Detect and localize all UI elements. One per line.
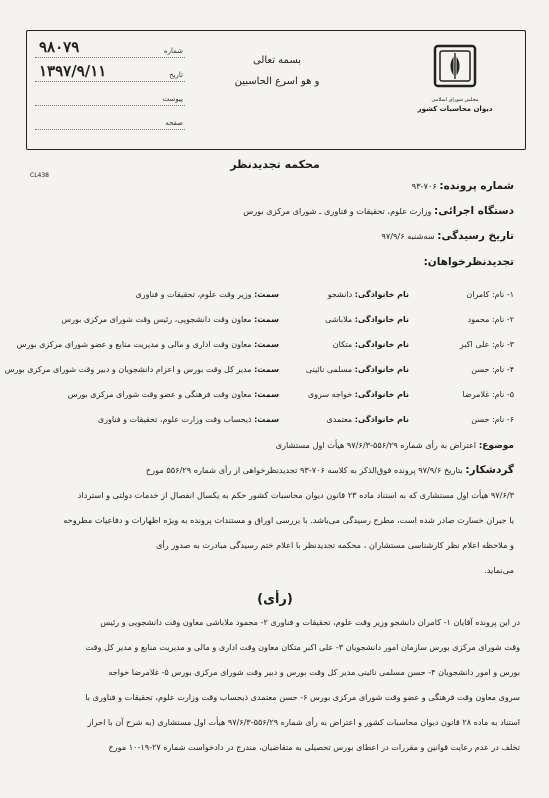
date-label: تاریخ — [169, 71, 183, 79]
position-value: معاون وقت دانشجویی، رئیس وقت شورای مرکزی بورس — [61, 315, 252, 324]
verdict-line: سروی معاون وقت فرهنگی و عضو وقت شورای مرکزی بورس ۶- حسن معتمدی ذیحساب وقت وزارت علوم، تحقیقات و فناوری با — [85, 692, 520, 702]
party-position — [4, 365, 279, 374]
page-label: صفحه — [165, 119, 183, 127]
court-title: محکمه تجدیدنظر — [230, 158, 320, 171]
party-name: ۵- نام: غلامرضا — [462, 390, 514, 399]
party-name: ۴- نام: حسن — [471, 365, 514, 374]
party-row — [36, 415, 514, 431]
family-label: نام خانوادگی: — [354, 315, 409, 324]
verdict-line: در این پرونده آقایان ۱- کامران دانشجو وزیر وقت علوم، تحقیقات و فناوری ۲- محمود ملاباشی معاون وقت دانشجویی و رئیس — [100, 617, 520, 627]
verdict-line: وقت شورای مرکزی بورس سازمان امور دانشجویان ۳- علی اکبر متکان معاون وقت اداری و مالی و مدیریت منابع و مدیر کل وقت — [85, 642, 520, 652]
review-date-value: سه‌شنبه ۹۷/۹/۶ — [381, 231, 435, 241]
family-label: نام خانوادگی: — [354, 365, 409, 374]
family-label: نام خانوادگی: — [354, 290, 409, 299]
party-position — [36, 415, 279, 424]
report-text: بتاریخ ۹۷/۹/۶ پرونده فوق‌الذکر به کلاسه ۷۰۶-۹۳ تجدیدنظرخواهی از رأی شماره ۵۵۶/۲۹ مورخ — [145, 465, 463, 475]
header-center — [202, 55, 352, 87]
position-label: سمت: — [254, 365, 279, 374]
party-family — [279, 390, 409, 399]
family-value: معتمدی — [326, 415, 353, 424]
report-line: یا جبران خسارت صادر شده است، مطرح رسیدگی می‌باشد. با بررسی اوراق و مستندات پرونده به ویژه اظهارات و دفاعیات مطروحه — [63, 515, 514, 525]
position-label: سمت: — [254, 340, 279, 349]
number-label: شماره — [163, 47, 183, 55]
meta-page-row — [35, 111, 185, 130]
party-name: ۲- نام: محمود — [467, 315, 514, 324]
family-value: خواجه سروی — [307, 390, 353, 399]
report-label: گردشکار: — [465, 464, 514, 476]
party-row — [36, 390, 514, 406]
letter-number: ۹۸۰۷۹ — [39, 38, 80, 56]
report-line: می‌نماید. — [484, 565, 514, 575]
family-label: نام خانوادگی: — [354, 390, 409, 399]
party-name: ۱- نام: کامران — [466, 290, 514, 299]
subject-label: موضوع: — [478, 441, 514, 451]
family-value: ملاباشی — [325, 315, 353, 324]
party-position — [36, 390, 279, 399]
party-family — [279, 365, 409, 374]
appellants-label: تجدیدنظرخواهان: — [423, 256, 514, 268]
verdict-line: بورس و امور دانشجویان ۴- حسن مسلمی نائینی مدیر کل وقت بورس و دبیر وقت شورای مرکزی بورس ۵- غلامرضا خواجه — [108, 667, 520, 677]
case-number-value: ۷۰۶-۹۳ — [411, 181, 437, 191]
party-family — [279, 290, 409, 299]
position-value: مدیر کل وقت بورس و اعزام دانشجویان و دبیر وقت شورای مرکزی بورس — [4, 365, 252, 374]
family-value: متکان — [332, 340, 353, 349]
header-verse: و هو اسرع الحاسبین — [234, 76, 320, 87]
attachment-label: پیوست — [162, 95, 183, 103]
meta-date-row — [35, 63, 185, 82]
agency-label: دستگاه اجرائی: — [434, 205, 514, 217]
cl-code: CL438 — [30, 172, 49, 179]
position-label: سمت: — [254, 390, 279, 399]
position-value: وزیر وقت علوم، تحقیقات و فناوری — [135, 290, 252, 299]
verdict-line: استناد به ماده ۲۸ قانون دیوان محاسبات کشور و اعتراض به رأی شماره ۵۵۶/۲۹-۹۷/۶/۳ هیأت اول مستشاری (به شرح آن با احراز — [87, 717, 520, 727]
party-position — [36, 315, 279, 324]
case-number-label: شماره پرونده: — [439, 180, 514, 192]
position-value: ذیحساب وقت وزارت علوم، تحقیقات و فناوری — [97, 415, 252, 424]
case-number-line — [36, 180, 514, 192]
family-label: نام خانوادگی: — [354, 340, 409, 349]
family-label: نام خانوادگی: — [354, 415, 409, 424]
org-parent: مجلس شورای اسلامی — [431, 97, 479, 103]
party-family — [279, 415, 409, 424]
meta-number-row — [35, 39, 185, 58]
position-label: سمت: — [254, 315, 279, 324]
report-line: ۹۷/۶/۳ هیأت اول مستشاری که به استناد ماده ۲۳ قانون دیوان محاسبات کشور حکم به یکسال انفصال از خدمات دولتی و استرداد — [77, 490, 514, 500]
family-value: مسلمی نائینی — [305, 365, 353, 374]
position-label: سمت: — [254, 290, 279, 299]
party-name: ۶- نام: حسن — [471, 415, 514, 424]
review-date-label: تاریخ رسیدگی: — [437, 230, 514, 242]
party-row — [4, 365, 514, 381]
org-emblem-block — [415, 41, 495, 113]
subject-text: اعتراض به رأی شماره ۵۵۶/۲۹-۹۷/۶/۳ هیأت اول مستشاری — [275, 440, 477, 450]
position-value: معاون وقت اداری و مالی و مدیریت منابع و عضو شورای مرکزی بورس — [16, 340, 252, 349]
review-date-line — [36, 230, 514, 242]
letter-date: ۱۳۹۷/۹/۱۱ — [39, 62, 107, 80]
verdict-title: (رأی) — [257, 592, 293, 607]
party-row — [36, 315, 514, 331]
org-emblem-icon — [432, 41, 478, 91]
report-line: و ملاحظه اعلام نظر کارشناسی مستشاران ، محکمه تجدیدنظر با اعلام ختم رسیدگی مبادرت به صدور رأی — [156, 540, 514, 550]
party-family — [279, 315, 409, 324]
party-name: ۳- نام: علی اکبر — [459, 340, 514, 349]
verdict-line: تخلف در عدم رعایت قوانین و مقررات در اعطای بورس تحصیلی به متقاضیان، مندرج در دادخواست شماره ۲۷-۱۹-۱۰ مورخ — [108, 742, 520, 752]
party-row — [16, 340, 514, 356]
position-value: معاون وقت فرهنگی و عضو وقت شورای مرکزی بورس — [67, 390, 252, 399]
report-line — [36, 464, 514, 476]
family-value: دانشجو — [327, 290, 353, 299]
meta-attachment-row — [35, 87, 185, 106]
letterhead — [26, 30, 526, 150]
party-position — [36, 290, 279, 299]
position-label: سمت: — [254, 415, 279, 424]
letter-meta — [35, 39, 185, 135]
party-position — [16, 340, 279, 349]
agency-line — [36, 205, 514, 217]
basmala: بسمه تعالی — [252, 55, 302, 66]
subject-line — [36, 440, 514, 451]
party-family — [279, 340, 409, 349]
party-row — [36, 290, 514, 306]
agency-value: وزارت علوم، تحقیقات و فناوری ـ شورای مرکزی بورس — [243, 206, 432, 216]
org-name: دیوان محاسبات کشور — [417, 105, 493, 113]
appellants-line — [36, 256, 514, 268]
